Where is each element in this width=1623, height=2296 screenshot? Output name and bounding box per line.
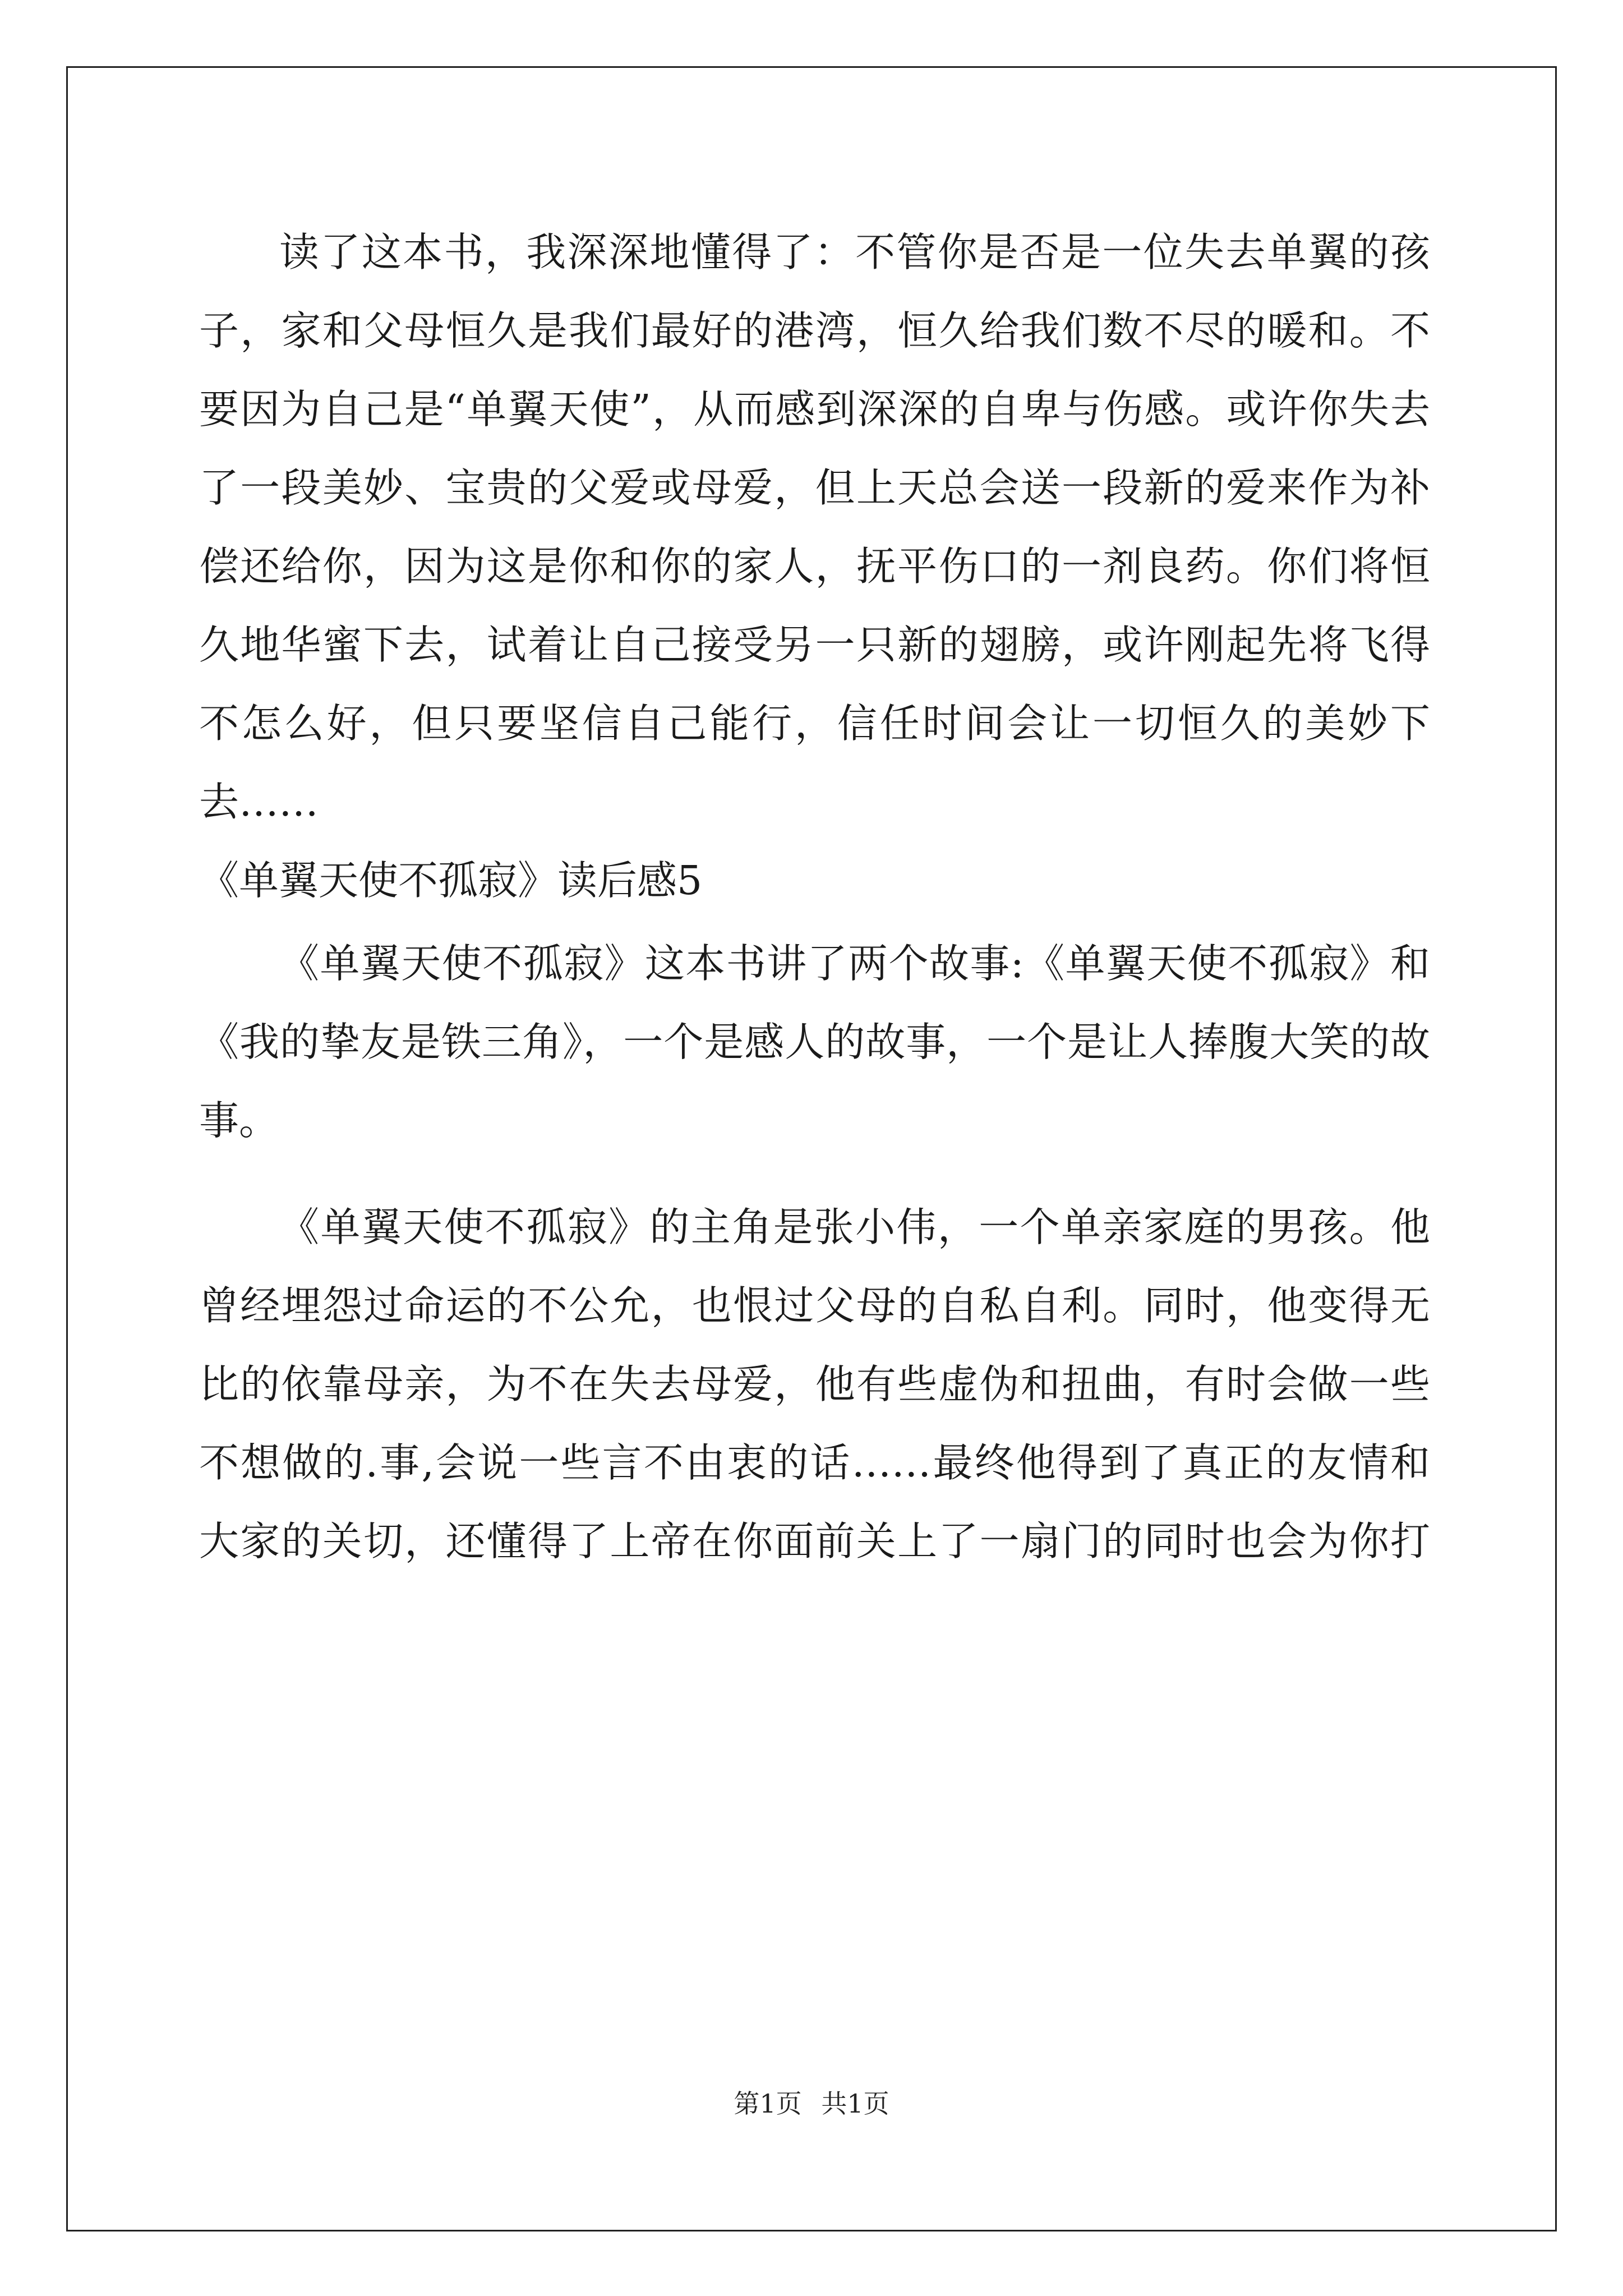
paragraph-2-line-3: 事。 xyxy=(199,1097,279,1144)
paragraph-1-line-5: 偿还给你，因为这是你和你的家人，抚平伤口的一剂良药。你们将恒 xyxy=(199,543,1430,590)
page-footer xyxy=(0,2087,1623,2120)
paragraph-1-line-4: 了一段美妙、宝贵的父爱或母爱，但上天总会送一段新的爱来作为补 xyxy=(199,464,1430,511)
paragraph-1-line-1: 读了这本书，我深深地懂得了：不管你是否是一位失去单翼的孩 xyxy=(279,229,1430,275)
page-total: 共1页 xyxy=(821,2088,889,2119)
page-number: 第1页 xyxy=(734,2088,802,2119)
paragraph-1-line-7: 不怎么好，但只要坚信自己能行，信任时间会让一切恒久的美妙下 xyxy=(199,700,1430,747)
paragraph-1-line-3: 要因为自己是“单翼天使”，从而感到深深的自卑与伤感。或许你失去 xyxy=(199,386,1430,432)
paragraph-2-line-1: 《单翼天使不孤寂》这本书讲了两个故事:《单翼天使不孤寂》和 xyxy=(279,940,1430,987)
paragraph-3-line-5: 大家的关切，还懂得了上帝在你面前关上了一扇门的同时也会为你打 xyxy=(199,1518,1430,1565)
section-heading: 《单翼天使不孤寂》读后感5 xyxy=(199,857,703,904)
paragraph-2-line-2: 《我的挚友是铁三角》，一个是感人的故事，一个是让人捧腹大笑的故 xyxy=(199,1019,1430,1065)
paragraph-3-line-3: 比的依靠母亲，为不在失去母爱，他有些虚伪和扭曲，有时会做一些 xyxy=(199,1361,1430,1407)
paragraph-3-line-2: 曾经埋怨过命运的不公允，也恨过父母的自私自利。同时，他变得无 xyxy=(199,1282,1430,1329)
paragraph-3-line-1: 《单翼天使不孤寂》的主角是张小伟，一个单亲家庭的男孩。他 xyxy=(279,1204,1430,1250)
paragraph-1-line-8: 去…… xyxy=(199,779,319,825)
paragraph-3-line-4: 不想做的.事,会说一些言不由衷的话……最终他得到了真正的友情和 xyxy=(199,1439,1430,1486)
paragraph-1-line-2: 子，家和父母恒久是我们最好的港湾，恒久给我们数不尽的暖和。不 xyxy=(199,307,1430,354)
paragraph-1-line-6: 久地华蜜下去，试着让自己接受另一只新的翅膀，或许刚起先将飞得 xyxy=(199,622,1430,668)
